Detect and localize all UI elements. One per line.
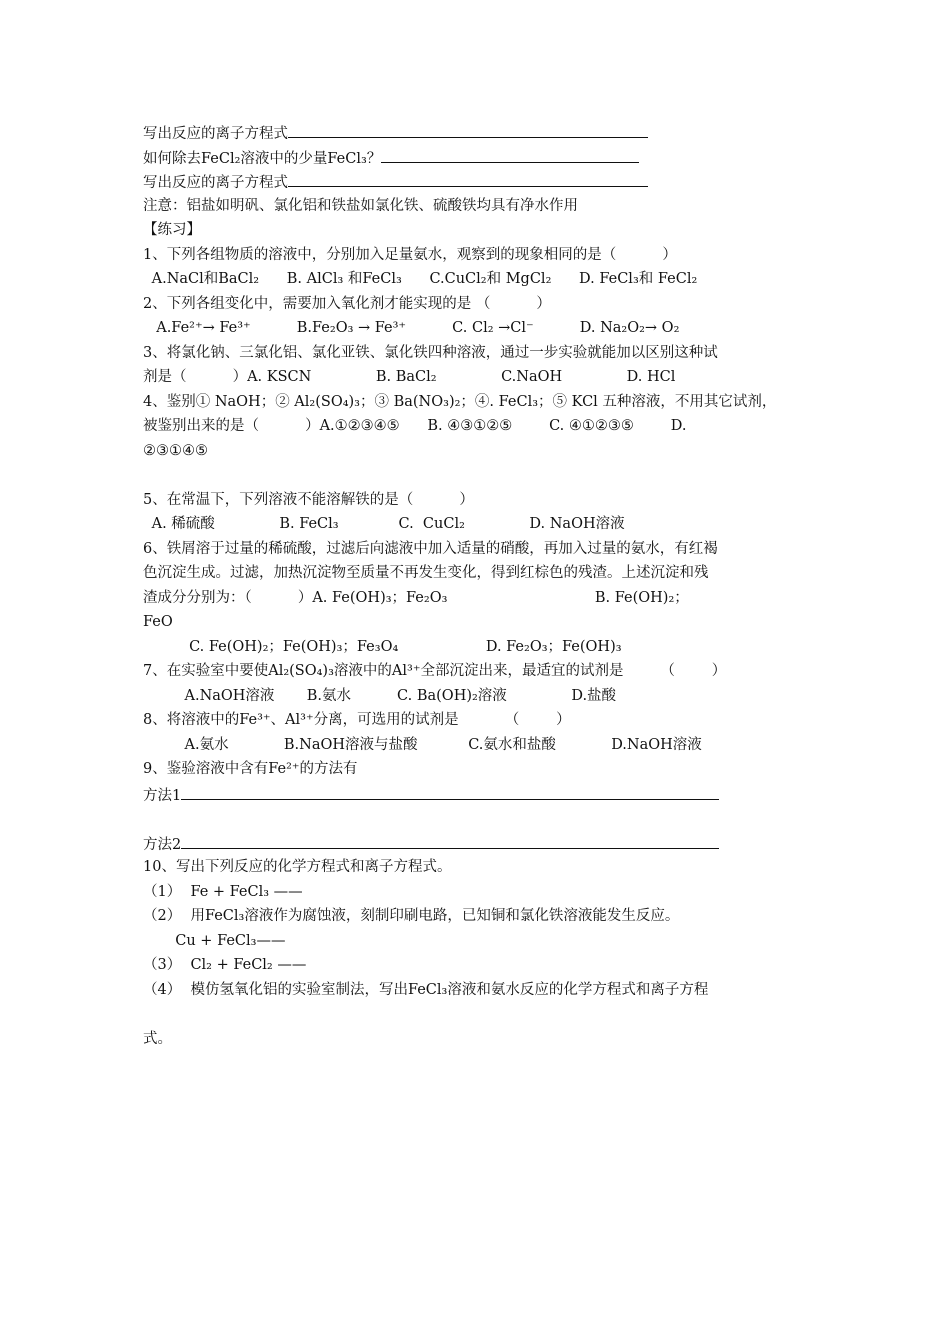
question-10: 10、写出下列反应的化学方程式和离子方程式。	[143, 859, 452, 875]
answer-blank[interactable]	[288, 120, 648, 138]
reaction-4-cont: 式。	[143, 1030, 172, 1047]
section-heading: 【练习】	[143, 222, 201, 238]
text-line: 如何除去FeCl₂溶液中的少量FeCl₃？	[143, 145, 813, 170]
question-7: 7、在实验室中要使Al₂(SO₄)₃溶液中的Al³⁺全部沉淀出来，最适宜的试剂是 （ ）	[143, 663, 727, 679]
question-6-cont: 色沉淀生成。过滤，加热沉淀物至质量不再发生变化，得到红棕色的残渣。上述沉淀和残	[143, 565, 709, 581]
answer-blank[interactable]	[288, 169, 648, 187]
question-6-options-cd: C. Fe(OH)₂；Fe(OH)₃；Fe₃O₄ D. Fe₂O₃；Fe(OH)₃	[143, 638, 622, 655]
question-4-options-cont: ②③①④⑤	[143, 442, 208, 459]
question-6: 6、铁屑溶于过量的稀硫酸，过滤后向滤液中加入适量的硝酸，再加入过量的氨水，有红褐	[143, 540, 718, 557]
text-line: 写出反应的离子方程式	[143, 169, 813, 194]
question-6-options: 渣成分分别为：（ ）A. Fe(OH)₃；Fe₂O₃ B. Fe(OH)₂；	[143, 589, 689, 606]
reaction-4: （4） 模仿氢氧化铝的实验室制法，写出FeCl₃溶液和氨水反应的化学方程式和离子方程	[143, 981, 709, 998]
question-2: 2、下列各组变化中，需要加入氧化剂才能实现的是 （ ）	[143, 295, 551, 312]
question-3-options: 剂是（ ）A. KSCN B. BaCl₂ C.NaOH D. HCl	[143, 369, 676, 385]
method-2-blank[interactable]	[181, 831, 719, 849]
question-1-options: A.NaCl和BaCl₂ B. AlCl₃ 和FeCl₃ C.CuCl₂和 MgCl₂ D. FeCl₃和 FeCl₂	[147, 271, 698, 287]
reaction-1: （1） Fe + FeCl₃ ——	[143, 883, 303, 900]
reaction-2-equation: Cu + FeCl₃——	[143, 932, 286, 949]
reaction-2: （2） 用FeCl₃溶液作为腐蚀液，刻制印刷电路，已知铜和氯化铁溶液能发生反应。	[143, 908, 680, 924]
question-9: 9、鉴验溶液中含有Fe²⁺的方法有	[143, 761, 358, 777]
question-8: 8、将溶液中的Fe³⁺、Al³⁺分离，可选用的试剂是 （ ）	[143, 712, 571, 728]
question-8-options: A.氨水 B.NaOH溶液与盐酸 C.氨水和盐酸 D.NaOH溶液	[143, 736, 702, 753]
method-1-blank[interactable]	[181, 782, 719, 800]
question-4-options: 被鉴别出来的是（ ）A.①②③④⑤ B. ④③①②⑤ C. ④①②③⑤ D.	[143, 418, 687, 434]
question-7-options: A.NaOH溶液 B.氨水 C. Ba(OH)₂溶液 D.盐酸	[143, 687, 617, 704]
question-6-options-cont: FeO	[143, 614, 173, 630]
reaction-3: （3） Cl₂ + FeCl₂ ——	[143, 957, 307, 973]
question-5: 5、在常温下，下列溶液不能溶解铁的是（ ）	[143, 491, 474, 508]
method-1-line: 方法1	[143, 782, 813, 807]
method-2-line: 方法2	[143, 831, 813, 856]
question-5-options: A. 稀硫酸 B. FeCl₃ C. CuCl₂ D. NaOH溶液	[147, 516, 625, 532]
worksheet-content	[143, 120, 813, 1051]
note-line: 注意：铝盐如明矾、氯化铝和铁盐如氯化铁、硫酸铁均具有净水作用	[143, 197, 578, 214]
question-2-options: A.Fe²⁺→ Fe³⁺ B.Fe₂O₃ → Fe³⁺ C. Cl₂ →Cl⁻ D. Na₂O₂→ O₂	[147, 320, 680, 336]
answer-blank[interactable]	[381, 145, 639, 163]
question-4: 4、鉴别① NaOH；② Al₂(SO₄)₃；③ Ba(NO₃)₂；④. FeCl₃；⑤ KCl 五种溶液，不用其它试剂，	[143, 393, 777, 410]
question-1: 1、下列各组物质的溶液中，分别加入足量氨水，观察到的现象相同的是（ ）	[143, 246, 677, 263]
question-3: 3、将氯化钠、三氯化铝、氯化亚铁、氯化铁四种溶液，通过一步实验就能加以区别这种试	[143, 344, 718, 361]
text-line: 写出反应的离子方程式	[143, 120, 813, 145]
